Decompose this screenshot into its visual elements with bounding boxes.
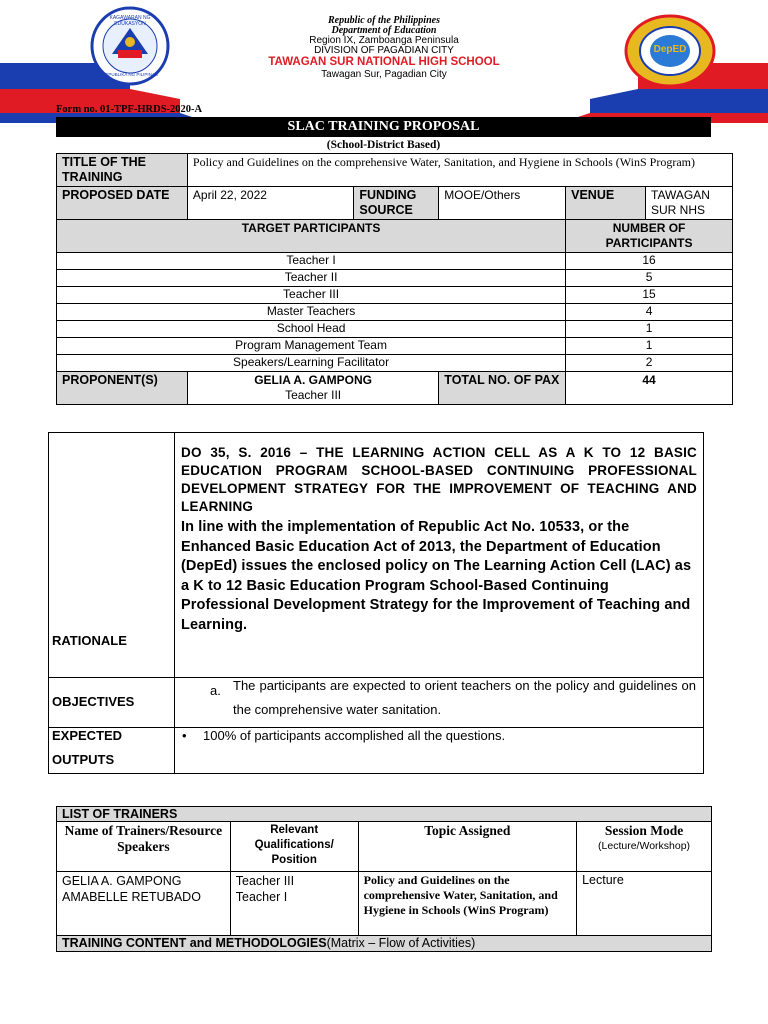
table-row [57,287,733,304]
title-value: Policy and Guidelines on the comprehensive Water, Sanitation, and Hygiene in Schools (WinS Program) [187,154,732,187]
training-content-row [57,936,712,952]
region-text: Region IX, Zamboanga Peninsula [309,35,459,46]
department-text: Department of Education [331,25,437,36]
table-row [57,338,733,355]
objectives-marker: a. [210,683,221,698]
outputs-label: EXPECTED OUTPUTS [52,728,123,767]
mode-header: Session Mode [604,823,684,838]
target-participants-header: TARGET PARTICIPANTS [57,220,566,253]
title-label: TITLE OF THE TRAINING [57,154,188,187]
mode-header-cell [577,822,712,872]
seal-bottom-text: REPUBLIKA NG PILIPINAS [102,72,158,77]
deped-seal-logo [90,6,170,86]
date-value: April 22, 2022 [187,187,353,220]
republic-text: Republic of the Philippines [328,15,440,26]
venue-label: VENUE [566,187,646,220]
participant-name: Speakers/Learning Facilitator [57,355,566,372]
objectives-label: OBJECTIVES [52,694,135,709]
mode-header-sub: (Lecture/Workshop) [598,840,691,852]
funding-label: FUNDING SOURCE [354,187,439,220]
division-text: DIVISION OF PAGADIAN CITY [314,45,454,56]
participant-count: 2 [566,355,733,372]
name-header: Name of Trainers/Resource Speakers [57,822,231,872]
training-content-label: TRAINING CONTENT and METHODOLOGIES [62,936,327,950]
participant-count: 16 [566,253,733,270]
rationale-body: In line with the implementation of Republic Act No. 10533, or the Enhanced Basic Education Act of 2013, the Department of Education (DepEd) issues the enclosed policy on The Learning Action Cell (LAC) as a K to 12 Basic Education Program School-Based Continuing Professional Development Strategy for the Improvement of Teaching and Learning. [181,519,692,633]
topic-header: Topic Assigned [358,822,576,872]
participant-name: Teacher III [57,287,566,304]
participant-count: 15 [566,287,733,304]
trainers-table [56,806,712,952]
trainer-position: Teacher III [235,874,295,888]
date-label: PROPOSED DATE [57,187,188,220]
participant-count: 1 [566,321,733,338]
venue-value: TAWAGAN SUR NHS [646,187,733,220]
participant-name: Master Teachers [57,304,566,321]
trainer-positions-cell [230,872,358,936]
proponent-label: PROPONENT(S) [57,372,188,405]
proposal-title: SLAC TRAINING PROPOSAL [56,117,711,137]
number-participants-header: NUMBER OF PARTICIPANTS [566,220,733,253]
rationale-section [48,432,704,774]
participant-name: Program Management Team [57,338,566,355]
table-row [57,270,733,287]
session-mode: Lecture [577,872,712,936]
table-row [57,872,712,936]
table-row [57,321,733,338]
table-row [57,355,733,372]
participant-name: Teacher I [57,253,566,270]
school-address: Tawagan Sur, Pagadian City [321,69,447,80]
form-number: Form no. 01-TPF-HRDS-2020-A [56,104,203,115]
participant-name: Teacher II [57,270,566,287]
funding-value: MOOE/Others [439,187,566,220]
seal-text: KAGAWARAN NG EDUKASYON [109,15,151,27]
participant-count: 5 [566,270,733,287]
total-value: 44 [566,372,733,405]
list-of-trainers-label: LIST OF TRAINERS [57,807,712,822]
participant-count: 1 [566,338,733,355]
rationale-label: RATIONALE [52,633,127,648]
objectives-text: The participants are expected to orient teachers on the policy and guidelines on the comprehensive water sanitation. [233,678,696,717]
proponent-name: GELIA A. GAMPONG [254,373,372,387]
trainer-name: GELIA A. GAMPONG [62,874,182,888]
table-row [57,304,733,321]
outputs-text: 100% of participants accomplished all the questions. [203,728,506,743]
trainer-names-cell [57,872,231,936]
proponent-cell [187,372,438,405]
participant-count: 4 [566,304,733,321]
topic-assigned: Policy and Guidelines on the comprehensive Water, Sanitation, and Hygiene in Schools (WinS Program) [358,872,576,936]
total-label: TOTAL NO. OF PAX [439,372,566,405]
training-content-suffix: (Matrix – Flow of Activities) [326,936,476,950]
school-logo-text: DepED [653,44,687,55]
proponent-position: Teacher III [285,388,342,402]
trainer-position: Teacher I [235,890,288,904]
qual-header: Relevant Qualifications/ Position [230,822,358,872]
proposal-table [56,153,733,405]
school-logo [624,14,716,88]
school-name: TAWAGAN SUR NATIONAL HIGH SCHOOL [268,56,500,68]
table-row [57,253,733,270]
trainer-name: AMABELLE RETUBADO [62,890,201,904]
participant-name: School Head [57,321,566,338]
rationale-heading: DO 35, S. 2016 – THE LEARNING ACTION CELL AS A K TO 12 BASIC EDUCATION PROGRAM SCHOOL-BASED CONTINUING PROFESSIONAL DEVELOPMENT STRATEGY FOR THE IMPROVEMENT OF TEACHING AND LEARNING [181,445,697,514]
outputs-bullet: • [182,728,187,743]
proposal-subtitle: (School-District Based) [326,139,441,151]
